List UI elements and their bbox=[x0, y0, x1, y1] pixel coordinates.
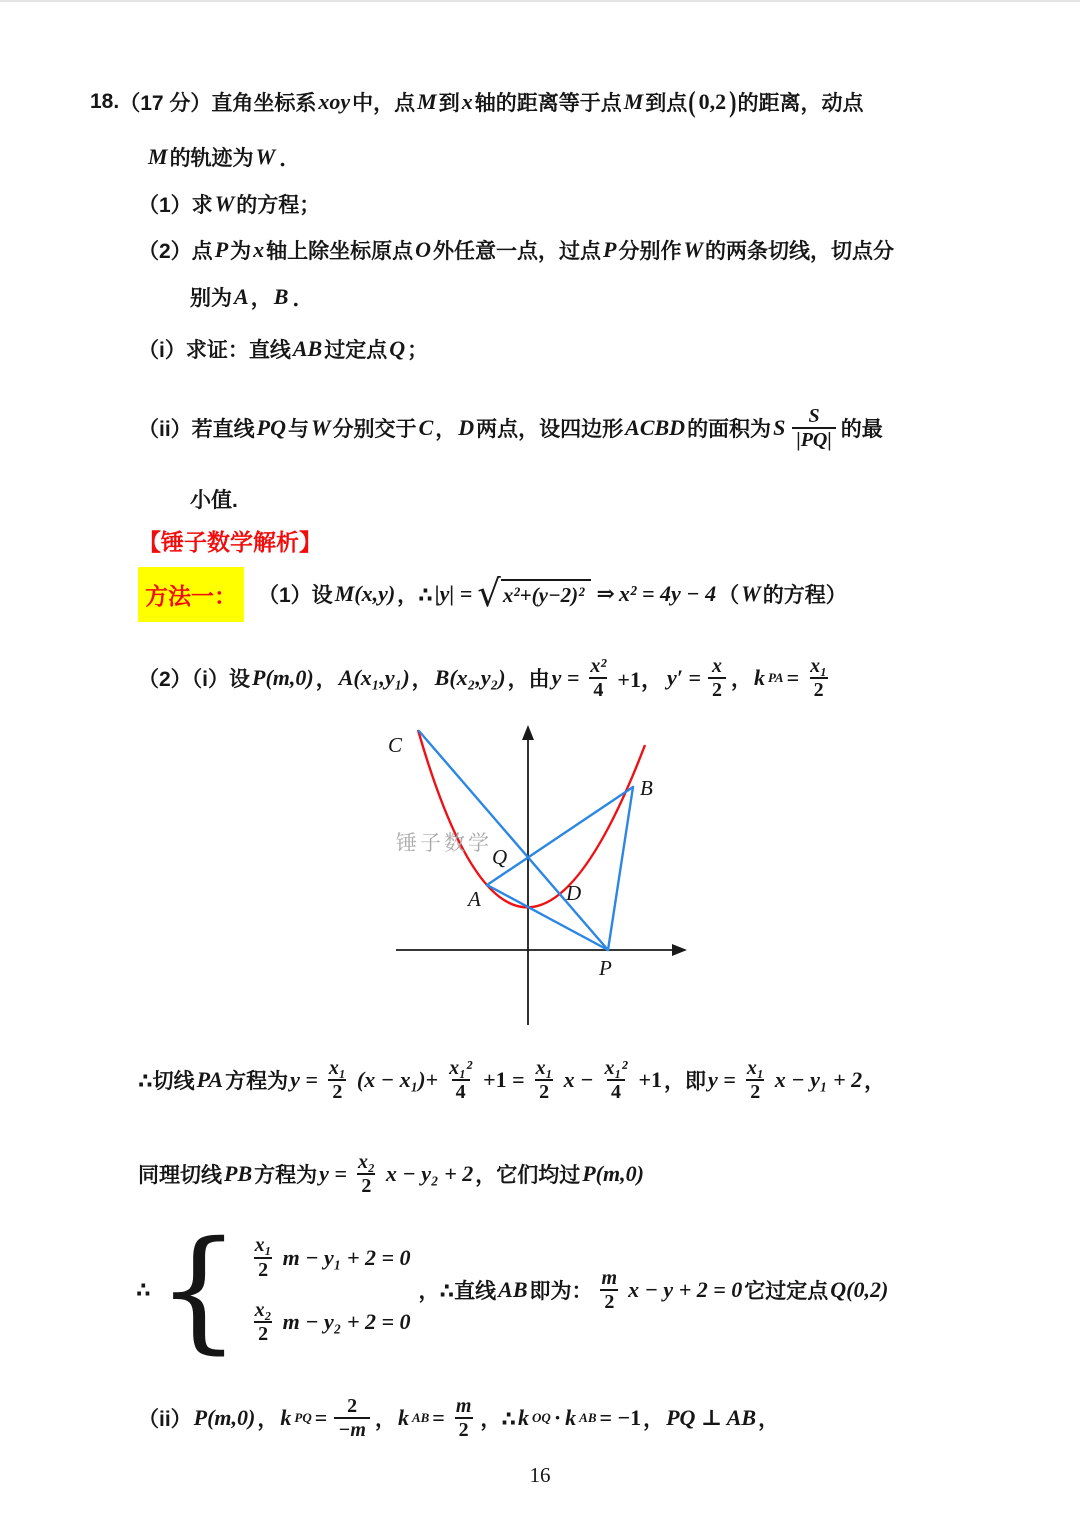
punct: ， bbox=[411, 668, 433, 691]
math-var: P bbox=[214, 237, 229, 262]
math-expr: y = bbox=[551, 665, 580, 690]
subscript: PQ bbox=[294, 1410, 312, 1425]
math-var: A bbox=[234, 284, 249, 309]
math-var: M bbox=[148, 144, 168, 169]
equation-system bbox=[157, 1234, 413, 1346]
math-expr: m − y₁ + 2 = 0 bbox=[282, 1244, 411, 1270]
punct: ， bbox=[250, 287, 272, 310]
text-run: ，由 bbox=[507, 668, 550, 691]
point-label-P: P bbox=[599, 956, 612, 980]
frac-num: S bbox=[808, 404, 820, 427]
frac-den: 2 bbox=[746, 1079, 764, 1103]
math-expr: x − y + 2 = 0 bbox=[628, 1277, 743, 1302]
fraction bbox=[598, 1267, 622, 1314]
part-i-line bbox=[138, 331, 428, 367]
text-run: （2）（i）设 bbox=[138, 668, 251, 691]
brace-left-icon bbox=[157, 1234, 241, 1346]
text-run: （2）点 bbox=[138, 240, 213, 263]
frac-den: 2 bbox=[708, 677, 726, 701]
text-run: 中，点 bbox=[352, 92, 416, 115]
punct: ， bbox=[643, 1408, 665, 1431]
math-var: W bbox=[255, 144, 276, 169]
text-run: （1）求 bbox=[138, 194, 213, 217]
math-expr: M(x,y) bbox=[334, 581, 396, 606]
fraction bbox=[743, 1057, 768, 1104]
analysis-header-label: 【锤子数学解析】 bbox=[138, 528, 322, 555]
math-expr: = −1 bbox=[599, 1405, 642, 1430]
text-run: 的方程） bbox=[762, 584, 847, 607]
text-run: （ii）若直线 bbox=[138, 418, 255, 441]
subscript: OQ bbox=[532, 1410, 551, 1425]
text-run: 的方程； bbox=[236, 194, 321, 217]
watermark: 锤子数学 bbox=[396, 832, 492, 855]
math-var: W bbox=[741, 581, 761, 606]
point-label-Q: Q bbox=[492, 845, 508, 869]
x-axis-arrow-icon bbox=[672, 944, 687, 956]
math-var: k bbox=[280, 1405, 292, 1430]
punct: ，∴ bbox=[397, 584, 433, 607]
math-expr: y = bbox=[290, 1067, 318, 1092]
text-run: 方程为 bbox=[254, 1164, 318, 1187]
text-run: 两点，设四边形 bbox=[476, 418, 624, 441]
fraction bbox=[708, 655, 726, 702]
math-var: xoy bbox=[318, 89, 351, 114]
frac-den: |PQ| bbox=[792, 427, 835, 451]
text-run: 小值. bbox=[190, 489, 238, 512]
fraction bbox=[532, 1057, 557, 1104]
math-var: D bbox=[458, 415, 475, 440]
punct: ， bbox=[374, 1408, 396, 1431]
text-run: ∴切线 bbox=[138, 1070, 195, 1093]
problem-line-2 bbox=[146, 138, 303, 176]
math-expr: |y| = bbox=[434, 581, 473, 606]
math-var: W bbox=[311, 415, 331, 440]
text-run: ，它们均过 bbox=[475, 1164, 581, 1187]
math-var: O bbox=[415, 237, 432, 262]
page-number-row bbox=[0, 1460, 1080, 1490]
subscript: AB bbox=[411, 1410, 430, 1425]
radical-sign-icon: √ bbox=[477, 572, 501, 615]
dot-operator: · bbox=[553, 1405, 562, 1430]
method-label: 方法一： bbox=[145, 582, 237, 609]
math-var: M bbox=[417, 89, 437, 114]
math-expr: x − y₁ + 2 bbox=[774, 1067, 863, 1092]
therefore-symbol: ∴ bbox=[136, 1278, 151, 1302]
frac-den: 2 bbox=[328, 1079, 346, 1103]
math-var: Q bbox=[389, 336, 406, 361]
punct: （ bbox=[718, 584, 740, 607]
frac-den: 4 bbox=[589, 677, 607, 701]
math-var: k bbox=[565, 1405, 577, 1430]
point-label-D: D bbox=[566, 881, 582, 905]
text-run: 别为 bbox=[190, 287, 232, 310]
text-run: 的两条切线，切点分 bbox=[705, 240, 895, 263]
system-line bbox=[136, 1224, 890, 1356]
math-expr: (x − x₁)+ bbox=[356, 1067, 439, 1092]
problem-line-1 bbox=[90, 82, 863, 122]
math-var: W bbox=[214, 191, 235, 216]
text-run: 为 bbox=[230, 240, 252, 263]
text-run: 直角坐标系 bbox=[211, 92, 317, 115]
math-expr: P(m,0) bbox=[252, 665, 314, 690]
frac-num: x₁ bbox=[810, 654, 828, 677]
math-expr: x − bbox=[563, 1067, 594, 1092]
fraction bbox=[445, 1057, 476, 1104]
text-run: 外任意一点，过点 bbox=[433, 240, 602, 263]
frac-num: x₁² bbox=[604, 1056, 628, 1079]
math-point: 0,2 bbox=[698, 89, 727, 114]
frac-num: x₁ bbox=[254, 1234, 272, 1257]
math-expr: P(m,0) bbox=[582, 1161, 644, 1186]
math-expr: x − y₂ + 2 bbox=[385, 1161, 474, 1186]
math-expr: x² = 4y − 4 bbox=[618, 581, 717, 606]
math-expr: +1， bbox=[617, 666, 663, 692]
part-ii-line-b bbox=[190, 481, 238, 517]
fraction bbox=[586, 655, 610, 702]
text-run: 同理切线 bbox=[138, 1164, 222, 1187]
math-expr: y′ = bbox=[666, 665, 701, 690]
y-axis-arrow-icon bbox=[522, 725, 534, 740]
line-PA bbox=[487, 885, 608, 950]
punct: ， bbox=[418, 1280, 440, 1303]
equation-column bbox=[246, 1234, 413, 1346]
frac-den: −m bbox=[334, 1417, 370, 1441]
math-var: PQ bbox=[256, 415, 286, 440]
text-run: 过定点 bbox=[324, 339, 388, 362]
tangent-PB-line bbox=[138, 1140, 646, 1208]
problem-number: 18. bbox=[90, 90, 120, 113]
math-var: AB bbox=[292, 336, 323, 361]
square-root bbox=[477, 572, 591, 615]
part-2-line-b bbox=[190, 279, 316, 315]
math-var: W bbox=[683, 237, 704, 262]
punct: ， bbox=[730, 668, 752, 691]
frac-den: 2 bbox=[254, 1257, 272, 1281]
math-expr: B(x₂,y₂) bbox=[434, 665, 506, 690]
analysis-header bbox=[138, 523, 322, 557]
text-run: （i）求证：直线 bbox=[138, 339, 291, 362]
frac-den: 2 bbox=[455, 1417, 473, 1441]
text-run: 的距离，动点 bbox=[737, 92, 864, 115]
math-var: k bbox=[397, 1405, 409, 1430]
punct: ， bbox=[315, 668, 337, 691]
frac-num: x² bbox=[590, 654, 607, 677]
fraction bbox=[251, 1234, 276, 1281]
method-label-highlight bbox=[138, 567, 244, 622]
point-label-A: A bbox=[468, 887, 481, 911]
frac-num: x₂ bbox=[357, 1150, 375, 1173]
frac-num: x₁² bbox=[449, 1056, 473, 1079]
paren-open: ( bbox=[688, 84, 696, 119]
problem-score: （17 分） bbox=[119, 92, 212, 115]
math-expr: +1 = bbox=[483, 1067, 525, 1092]
math-expr: y = bbox=[708, 1067, 736, 1092]
math-var: ACBD bbox=[625, 415, 686, 440]
frac-den: 4 bbox=[607, 1079, 625, 1103]
part-ii-solution-line bbox=[138, 1380, 779, 1456]
punct: ，∴ bbox=[480, 1408, 517, 1431]
math-var: k bbox=[753, 665, 765, 690]
math-var: x bbox=[253, 237, 265, 262]
math-var: x bbox=[461, 89, 473, 114]
text-run: 分别交于 bbox=[332, 418, 417, 441]
frac-num: m bbox=[601, 1266, 618, 1289]
fraction bbox=[325, 1057, 350, 1104]
text-run: 它过定点 bbox=[744, 1280, 829, 1303]
frac-den: 4 bbox=[452, 1079, 470, 1103]
math-expr: A(x₁,y₁) bbox=[338, 665, 410, 690]
parabola-curve bbox=[418, 730, 645, 907]
frac-den: 2 bbox=[600, 1289, 618, 1313]
subscript: PA bbox=[767, 670, 784, 685]
punct: ， bbox=[435, 418, 457, 441]
text-run: 的面积为 bbox=[687, 418, 772, 441]
part-2-line bbox=[138, 232, 894, 268]
line-PB bbox=[608, 787, 633, 950]
punct: ， bbox=[864, 1070, 886, 1093]
text-run: 轴的距离等于点 bbox=[474, 92, 622, 115]
fraction bbox=[334, 1395, 370, 1442]
math-expr: +1 bbox=[638, 1067, 662, 1092]
method-1-line bbox=[138, 558, 847, 630]
text-run: 与 bbox=[288, 418, 309, 441]
text-run: 到 bbox=[438, 92, 460, 115]
frac-num: x bbox=[711, 654, 722, 677]
math-var: M bbox=[623, 89, 644, 114]
text-run: 即为： bbox=[529, 1280, 593, 1303]
math-var: AB bbox=[498, 1277, 528, 1302]
punct: ． bbox=[279, 145, 302, 171]
text-run: （1）设 bbox=[258, 584, 333, 607]
fraction bbox=[806, 655, 831, 702]
text-run: 分别作 bbox=[618, 240, 682, 263]
equals: = bbox=[786, 665, 800, 690]
subscript: AB bbox=[579, 1410, 597, 1425]
fraction bbox=[600, 1057, 631, 1104]
math-expr: P(m,0) bbox=[193, 1405, 256, 1430]
frac-den: 2 bbox=[810, 677, 828, 701]
equals: = bbox=[432, 1405, 445, 1430]
text-run: 轴上除坐标原点 bbox=[266, 240, 414, 263]
text-run: ∴直线 bbox=[439, 1280, 497, 1303]
text-run: （ii） bbox=[138, 1408, 192, 1431]
fraction-S-over-PQ bbox=[792, 405, 835, 452]
punct: ， bbox=[257, 1408, 279, 1431]
math-var: C bbox=[418, 415, 434, 440]
math-var: PA bbox=[196, 1067, 224, 1092]
frac-den: 2 bbox=[357, 1173, 375, 1197]
equals: = bbox=[314, 1405, 328, 1430]
point-label-C: C bbox=[388, 733, 403, 757]
frac-den: 2 bbox=[535, 1079, 553, 1103]
part-1-line bbox=[138, 186, 320, 222]
paren-close: ) bbox=[729, 84, 737, 119]
frac-num: x₁ bbox=[535, 1056, 553, 1079]
equation-2 bbox=[246, 1299, 413, 1346]
math-var: P bbox=[603, 237, 617, 262]
math-expr: m − y₂ + 2 = 0 bbox=[282, 1309, 411, 1335]
math-expr: Q(0,2) bbox=[830, 1277, 889, 1302]
frac-num: x₁ bbox=[746, 1056, 764, 1079]
text-run: 的最 bbox=[840, 418, 883, 441]
text-run: ，即 bbox=[664, 1070, 706, 1093]
punct: ， bbox=[758, 1408, 780, 1431]
fraction bbox=[251, 1299, 276, 1346]
radical-body: x²+(y−2)² bbox=[501, 579, 592, 608]
solution-line-2i bbox=[138, 642, 836, 714]
frac-num: x₁ bbox=[328, 1056, 346, 1079]
math-expr: y = bbox=[319, 1161, 347, 1186]
tangent-PA-line bbox=[138, 1040, 885, 1120]
frac-den: 2 bbox=[254, 1321, 272, 1345]
math-var: S bbox=[773, 415, 786, 440]
math-var: k bbox=[518, 1405, 530, 1430]
fraction bbox=[452, 1395, 476, 1442]
geometry-figure bbox=[320, 707, 772, 1043]
part-ii-line bbox=[138, 390, 883, 466]
punct: ． bbox=[292, 285, 315, 311]
text-run: 方程为 bbox=[225, 1070, 289, 1093]
frac-num: m bbox=[455, 1394, 472, 1417]
point-label-B: B bbox=[640, 776, 653, 800]
equation-1 bbox=[246, 1234, 413, 1281]
fraction bbox=[354, 1151, 379, 1198]
math-expr: PQ ⊥ AB bbox=[666, 1405, 757, 1430]
frac-num: x₂ bbox=[254, 1299, 272, 1321]
math-var: B bbox=[273, 284, 289, 309]
text-run: 的轨迹为 bbox=[169, 147, 254, 170]
page-number: 16 bbox=[529, 1462, 551, 1487]
frac-num: 2 bbox=[347, 1394, 358, 1417]
text-run: 到点 bbox=[645, 92, 688, 115]
implies-arrow: ⇒ bbox=[596, 581, 615, 606]
math-var: PB bbox=[224, 1161, 253, 1186]
punct: ； bbox=[407, 339, 429, 362]
